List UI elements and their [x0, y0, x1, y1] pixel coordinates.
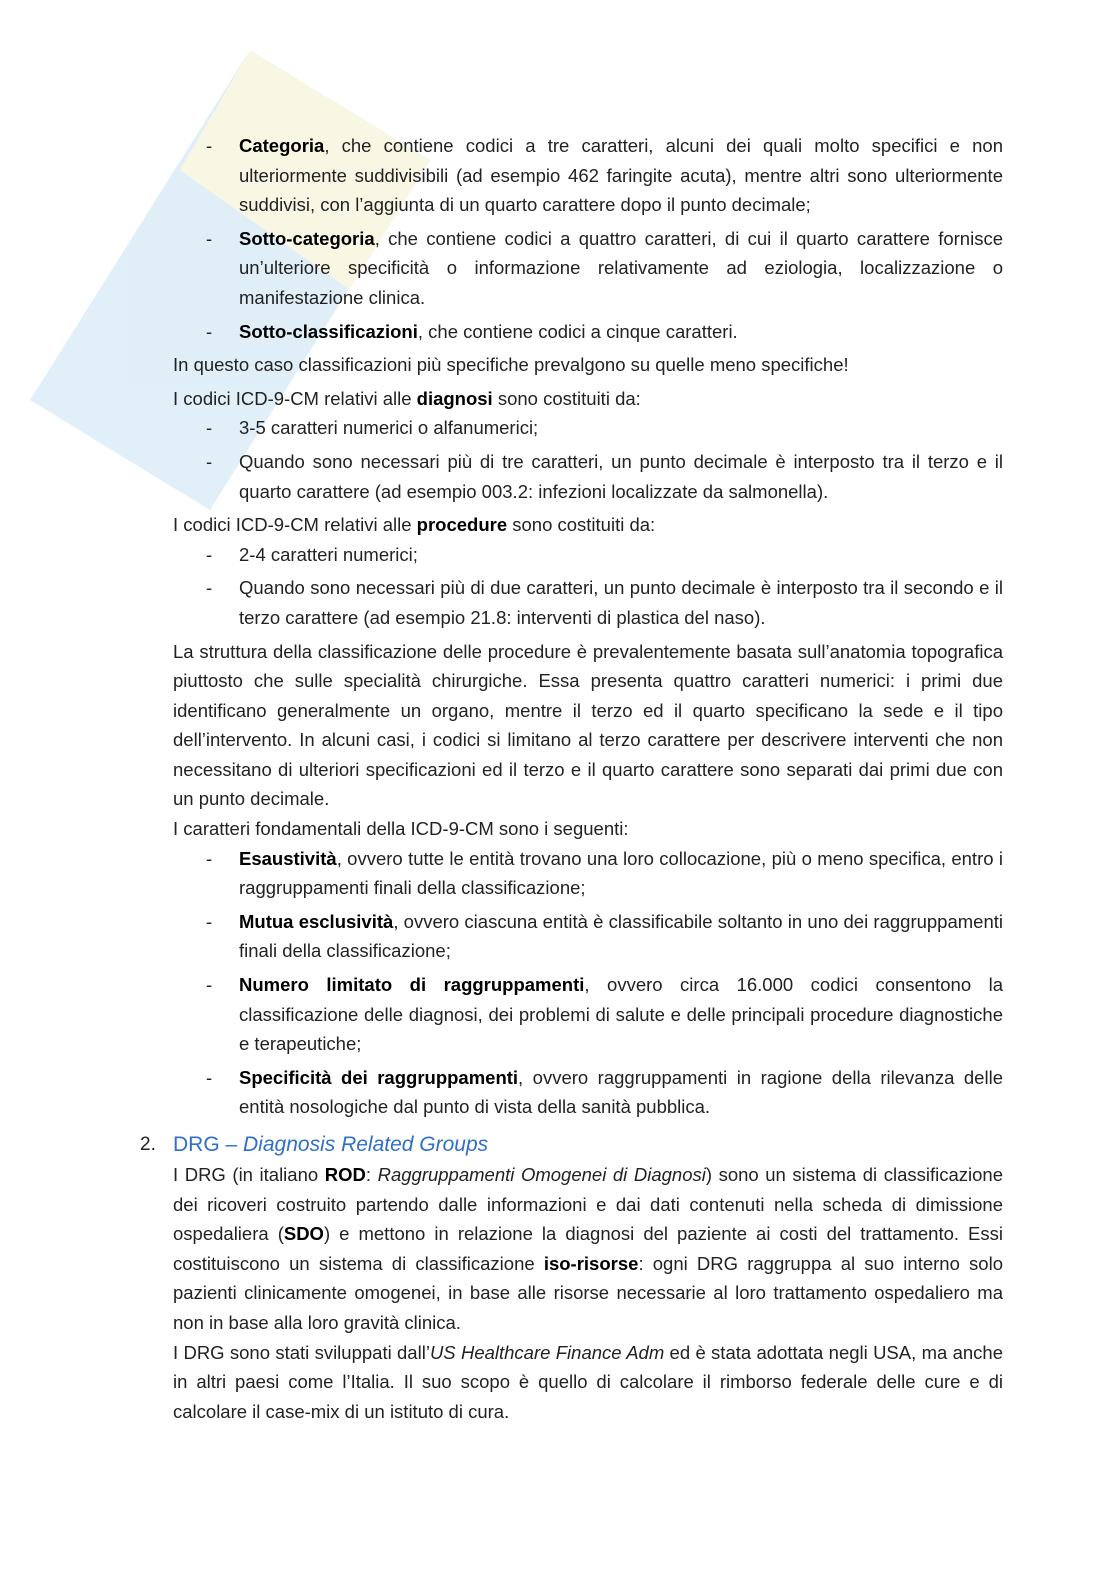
term-iso-risorse: iso-risorse: [543, 1252, 639, 1274]
agency-name: US Healthcare Finance Adm: [429, 1341, 665, 1363]
term-categoria: Categoria: [239, 135, 325, 156]
list-item: - Mutua esclusività, ovvero ciascuna entità è classificabile soltanto in uno dei raggruppamenti finali della classificazione;: [239, 907, 1003, 966]
paragraph-diagnosi: I codici ICD-9-CM relativi alle diagnosi sono costituiti da:: [173, 387, 641, 409]
paragraph-specific: In questo caso classificazioni più specifiche prevalgono su quelle meno specifiche!: [173, 354, 849, 376]
list-item: - Specificità dei raggruppamenti, ovvero raggruppamenti in ragione della rilevanza delle entità nosologiche dal punto di vista della sanità pubblica.: [239, 1063, 1003, 1122]
list-item: - Categoria, che contiene codici a tre caratteri, alcuni dei quali molto specifici e non ulteriormente suddivisibili (ad esempio 462 faringite acuta), mentre altri sono ulteriormente suddivisi, con l’aggiunta di un quarto carattere dopo il punto decimale;: [239, 131, 1003, 220]
term-sotto-classificazioni: Sotto-classificazioni: [239, 320, 418, 342]
term-sdo: SDO: [283, 1223, 324, 1245]
rod-expansion: Raggruppamenti Omogenei di Diagnosi: [377, 1164, 706, 1185]
section-heading-drg: [140, 1130, 1003, 1160]
classification-levels-list: [173, 131, 1003, 346]
paragraph-caratteri: I caratteri fondamentali della ICD-9-CM sono i seguenti:: [173, 818, 629, 840]
list-item: - Numero limitato di raggruppamenti, ovvero circa 16.000 codici consentono la classificazione delle diagnosi, dei problemi di salute e delle principali procedure diagnostiche e terapeutiche;: [239, 970, 1003, 1059]
list-item: - Quando sono necessari più di due caratteri, un punto decimale è interposto tra il secondo e il terzo carattere (ad esempio 21.8: interventi di plastica del naso).: [239, 573, 1003, 632]
section-number: 2.: [140, 1134, 156, 1155]
list-item: - Sotto-classificazioni, che contiene codici a cinque caratteri.: [239, 317, 1003, 347]
section-title-italic: Diagnosis Related Groups: [243, 1133, 489, 1156]
paragraph-struttura: La struttura della classificazione delle procedure è prevalentemente basata sull’anatomia topografica piuttosto che sulle specialità chirurgiche. Essa presenta quattro caratteri numerici: i primi due identificano generalmente un organo, mentre il terzo ed il quarto specificano la sede e il tipo dell’intervento. In alcuni casi, i codici si limitano al terzo carattere per descrivere interventi che non necessitano di ulteriori specificazioni ed il terzo e il quarto carattere sono separati dai primi due con un punto decimale.: [173, 640, 1003, 810]
term-diagnosi: diagnosi: [416, 387, 493, 409]
procedure-list: [173, 540, 1003, 633]
term-mutua-esclusivita: Mutua esclusività: [239, 910, 394, 932]
list-item: - 2-4 caratteri numerici;: [239, 540, 1003, 570]
list-item: - 3-5 caratteri numerici o alfanumerici;: [239, 413, 1003, 443]
paragraph-procedure: I codici ICD-9-CM relativi alle procedure sono costituiti da:: [173, 514, 656, 536]
list-item: - Quando sono necessari più di tre caratteri, un punto decimale è interposto tra il terzo e il quarto carattere (ad esempio 003.2: infezioni localizzate da salmonella).: [239, 447, 1003, 506]
paragraph-drg-origin: I DRG sono stati sviluppati dall’US Healthcare Finance Adm ed è stata adottata negli USA, ma anche in altri paesi come l’Italia. Il suo scopo è quello di calcolare il rimborso federale delle cure e di calcolare il case-mix di un istituto di cura.: [173, 1341, 1003, 1422]
term-numero-limitato: Numero limitato di raggruppamenti: [239, 974, 585, 996]
diagnosi-list: [173, 413, 1003, 506]
term-esaustivita: Esaustività: [239, 847, 337, 869]
paragraph-drg-definition: I DRG (in italiano ROD: Raggruppamenti Omogenei di Diagnosi) sono un sistema di classificazione dei ricoveri costruito partendo dalle informazioni e dai dati contenuti nella scheda di dimissione ospedaliera (SDO) e mettono in relazione la diagnosi del paziente ai costi del trattamento. Essi costituiscono un sistema di classificazione iso-risorse: ogni DRG raggruppa al suo interno solo pazienti clinicamente omogenei, in base alle risorse necessarie al loro trattamento ospedaliero ma non in base alla loro gravità clinica.: [173, 1164, 1003, 1333]
term-procedure: procedure: [416, 514, 508, 536]
term-sotto-categoria: Sotto-categoria: [239, 227, 375, 249]
section-title: DRG –: [173, 1133, 244, 1156]
document-page: [140, 131, 1003, 1426]
list-item: - Sotto-categoria, che contiene codici a quattro caratteri, di cui il quarto carattere fornisce un’ulteriore specificità o informazione relativamente ad eziologia, localizzazione o manifestazione clinica.: [239, 224, 1003, 313]
term-rod: ROD: [324, 1164, 366, 1185]
caratteri-list: [173, 844, 1003, 1122]
term-specificita: Specificità dei raggruppamenti: [239, 1066, 519, 1088]
list-item: - Esaustività, ovvero tutte le entità trovano una loro collocazione, più o meno specifica, entro i raggruppamenti finali della classificazione;: [239, 844, 1003, 903]
